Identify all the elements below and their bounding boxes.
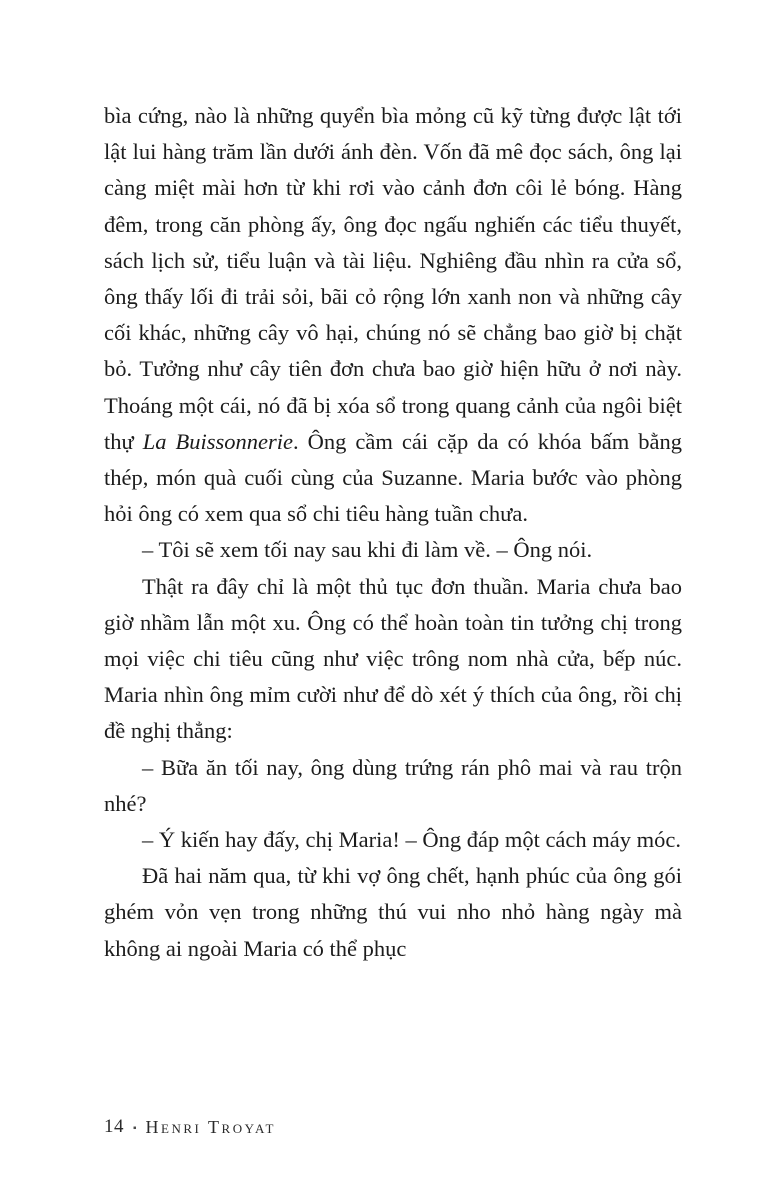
paragraph-text: – Ý kiến hay đấy, chị Maria! – Ông đáp một cách máy móc. <box>142 827 682 853</box>
page-number: 14 <box>104 1116 124 1137</box>
footer-bullet-icon: ▪ <box>133 1122 137 1134</box>
page-footer <box>104 1116 276 1138</box>
paragraph-text: Thật ra đây chỉ là một thủ tục đơn thuần. Maria chưa bao giờ nhầm lẫn một xu. Ông có thể hoàn toàn tin tưởng chị trong mọi việc chi tiêu cũng như việc trông nom nhà cửa, bếp núc. Maria nhìn ông mỉm cười như để dò xét ý thích của ông, rồi chị đề nghị thẳng: <box>104 573 682 744</box>
paragraph-dialogue <box>104 822 682 858</box>
paragraph <box>104 858 682 967</box>
paragraph <box>104 98 682 532</box>
page-body-text <box>104 98 682 967</box>
paragraph-dialogue <box>104 750 682 822</box>
paragraph-text: – Tôi sẽ xem tối nay sau khi đi làm về. – Ông nói. <box>142 537 593 563</box>
book-title-italic: La Buissonnerie <box>142 428 293 454</box>
paragraph-text: bìa cứng, nào là những quyển bìa mỏng cũ kỹ từng được lật tới lật lui hàng trăm lần dưới ánh đèn. Vốn đã mê đọc sách, ông lại càng miệt mài hơn từ khi rơi vào cảnh đơn côi lẻ bóng. Hàng đêm, trong căn phòng ấy, ông đọc ngấu nghiến các tiểu thuyết, sách lịch sử, tiểu luận và tài liệu. Nghiêng đầu nhìn ra cửa sổ, ông thấy lối đi trải sỏi, bãi cỏ rộng lớn xanh non và những cây cối khác, những cây vô hại, chúng nó sẽ chẳng bao giờ bị chặt bỏ. Tưởng như cây tiên đơn chưa bao giờ hiện hữu ở nơi này. Thoáng một cái, nó đã bị xóa sổ trong quang cảnh của ngôi biệt thự <box>104 103 682 454</box>
running-header-author: Henri Troyat <box>145 1116 276 1137</box>
paragraph-text: – Bữa ăn tối nay, ông dùng trứng rán phô mai và rau trộn nhé? <box>104 754 682 816</box>
paragraph-text: Đã hai năm qua, từ khi vợ ông chết, hạnh phúc của ông gói ghém vỏn vẹn trong những thú vui nho nhỏ hàng ngày mà không ai ngoài Maria có thể phục <box>104 863 682 961</box>
paragraph-text: . Ông cầm cái cặp da có khóa bấm bằng thép, món quà cuối cùng của Suzanne. Maria bước vào phòng hỏi ông có xem qua sổ chi tiêu hàng tuần chưa. <box>104 428 682 527</box>
paragraph-dialogue <box>104 532 682 568</box>
paragraph <box>104 569 682 750</box>
